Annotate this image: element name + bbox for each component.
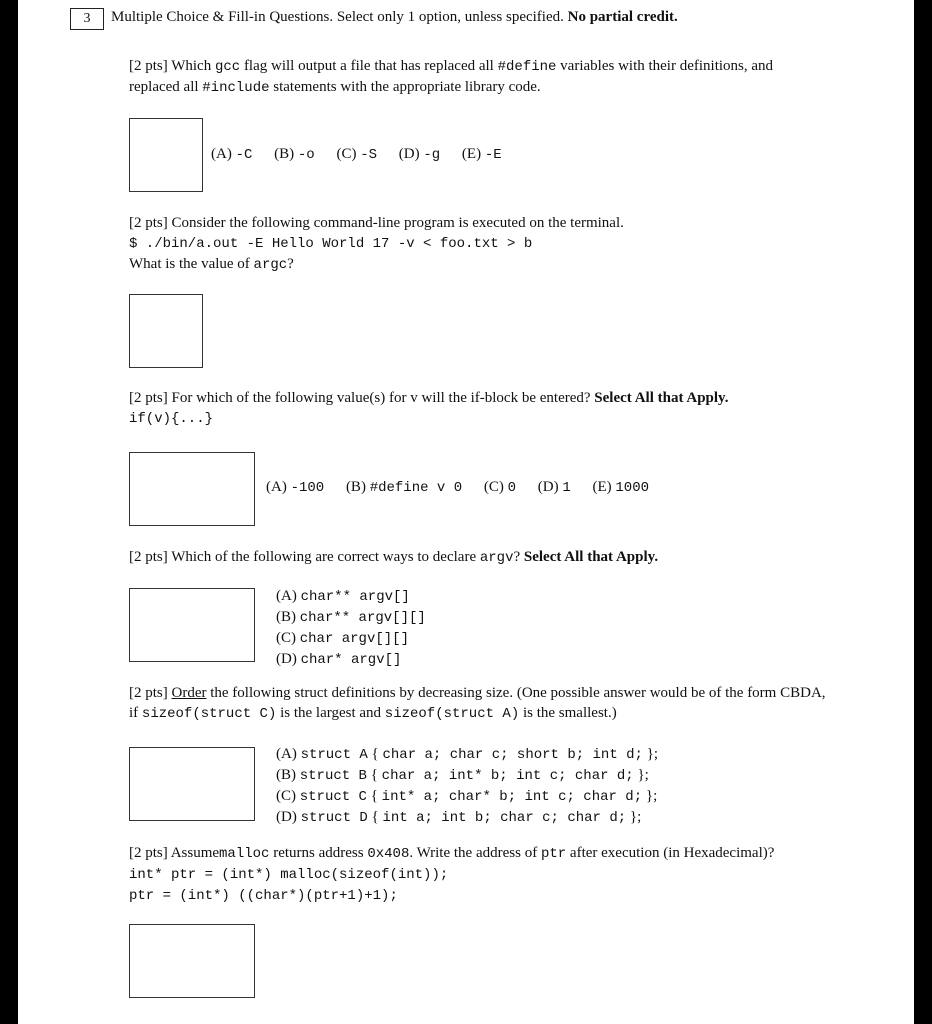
q4-option-a[interactable]: (A) char** argv[] (276, 588, 410, 605)
q1-option-e[interactable]: (E) -E (461, 146, 502, 163)
q2-points: [2 pts] (129, 215, 168, 231)
q1-text-part: Which (171, 58, 212, 74)
q1-text-part: statements with the appropriate library code. (273, 79, 541, 95)
q6-answer-box[interactable] (129, 924, 255, 998)
q5-options (276, 744, 658, 828)
q5-code-sizeof-c: sizeof(struct C) (141, 706, 277, 722)
q3-option-c[interactable]: (C) 0 (483, 479, 517, 496)
q5-text-part: the following struct definitions by decreasing size. (One possible answer would be of the form CBDA, (210, 685, 826, 701)
q6-text-part: Assume (170, 845, 220, 861)
q5-option-b[interactable]: (B) struct B { char a; int* b; int c; char d; }; (276, 767, 649, 784)
q6-code-line-1: int* ptr = (int*) malloc(sizeof(int)); (129, 867, 449, 883)
q1-options (211, 146, 520, 163)
q5-option-c[interactable]: (C) struct C { int* a; char* b; int c; char d; }; (276, 788, 658, 805)
question-3-text (129, 388, 728, 429)
question-2-text (129, 213, 624, 275)
q5-text-part: is the largest and (280, 705, 382, 721)
q4-points: [2 pts] (129, 549, 168, 565)
q3-code: if(v){...} (129, 411, 214, 427)
exam-page (18, 0, 914, 1024)
q1-text-part: replaced all (129, 79, 199, 95)
q6-points: [2 pts] (129, 845, 168, 861)
q1-points: [2 pts] (129, 58, 168, 74)
question-1-text (129, 56, 869, 98)
header-note: No partial credit. (567, 9, 678, 25)
q1-option-b[interactable]: (B) -o (274, 146, 315, 163)
q3-option-d[interactable]: (D) 1 (537, 479, 571, 496)
q5-text-part: if (129, 705, 139, 721)
question-number: 3 (70, 8, 104, 30)
q1-code-include: #include (202, 80, 270, 96)
q1-text-part: variables with their definitions, and (560, 58, 774, 74)
q3-options (266, 479, 667, 496)
q2-text-part: ? (287, 256, 294, 272)
q2-answer-box[interactable] (129, 294, 203, 368)
q5-option-d[interactable]: (D) struct D { int a; int b; char c; char d; }; (276, 809, 642, 826)
q1-code-gcc: gcc (214, 59, 241, 75)
q3-option-b[interactable]: (B) #define v 0 (345, 479, 463, 496)
q1-answer-box[interactable] (129, 118, 203, 192)
question-4-text (129, 547, 658, 568)
q2-command: $ ./bin/a.out -E Hello World 17 -v < foo.txt > b (129, 236, 533, 252)
q5-option-a[interactable]: (A) struct A { char a; char c; short b; int d; }; (276, 746, 659, 763)
q1-code-define: #define (497, 59, 557, 75)
q4-text-part: ? (513, 549, 521, 565)
q6-code-line-2: ptr = (int*) ((char*)(ptr+1)+1); (129, 888, 398, 904)
q3-select-all-note: Select All that Apply. (594, 390, 729, 406)
q5-order-word: Order (171, 685, 207, 701)
q5-answer-box[interactable] (129, 747, 255, 821)
q5-text-part: is the smallest.) (522, 705, 617, 721)
q6-code-malloc: malloc (219, 846, 270, 862)
q1-option-d[interactable]: (D) -g (398, 146, 441, 163)
q6-text-part: returns address (273, 845, 364, 861)
q1-option-c[interactable]: (C) -S (336, 146, 378, 163)
question-5-text (129, 683, 889, 724)
q4-text-part: Which of the following are correct ways to declare (171, 549, 477, 565)
q2-code-argc: argc (253, 257, 288, 273)
q4-select-all-note: Select All that Apply. (523, 549, 659, 565)
q5-code-sizeof-a: sizeof(struct A) (384, 706, 520, 722)
header-title: Multiple Choice & Fill-in Questions. Select only 1 option, unless specified. (111, 9, 564, 25)
q6-text-part: after execution (in Hexadecimal)? (569, 845, 775, 861)
q3-prompt: For which of the following value(s) for v will the if-block be entered? (171, 390, 591, 406)
q4-code-argv: argv (479, 550, 514, 566)
q3-points: [2 pts] (129, 390, 168, 406)
q4-answer-box[interactable] (129, 588, 255, 662)
question-6-text (129, 843, 774, 906)
q4-option-b[interactable]: (B) char** argv[][] (276, 609, 426, 626)
q5-points: [2 pts] (129, 685, 168, 701)
q2-prompt: Consider the following command-line program is executed on the terminal. (171, 215, 624, 231)
section-header (111, 9, 678, 26)
q4-options (276, 586, 426, 670)
q1-option-a[interactable]: (A) -C (211, 146, 253, 163)
q2-text-part: What is the value of (129, 256, 250, 272)
q4-option-d[interactable]: (D) char* argv[] (276, 651, 402, 668)
q3-option-e[interactable]: (E) 1000 (592, 479, 650, 496)
q3-answer-box[interactable] (129, 452, 255, 526)
q3-option-a[interactable]: (A) -100 (266, 479, 325, 496)
q6-code-ptr: ptr (540, 846, 567, 862)
q4-option-c[interactable]: (C) char argv[][] (276, 630, 409, 647)
q6-text-part: . Write the address of (409, 845, 538, 861)
q6-code-address: 0x408 (367, 846, 410, 862)
q1-text-part: flag will output a file that has replaced all (243, 58, 494, 74)
